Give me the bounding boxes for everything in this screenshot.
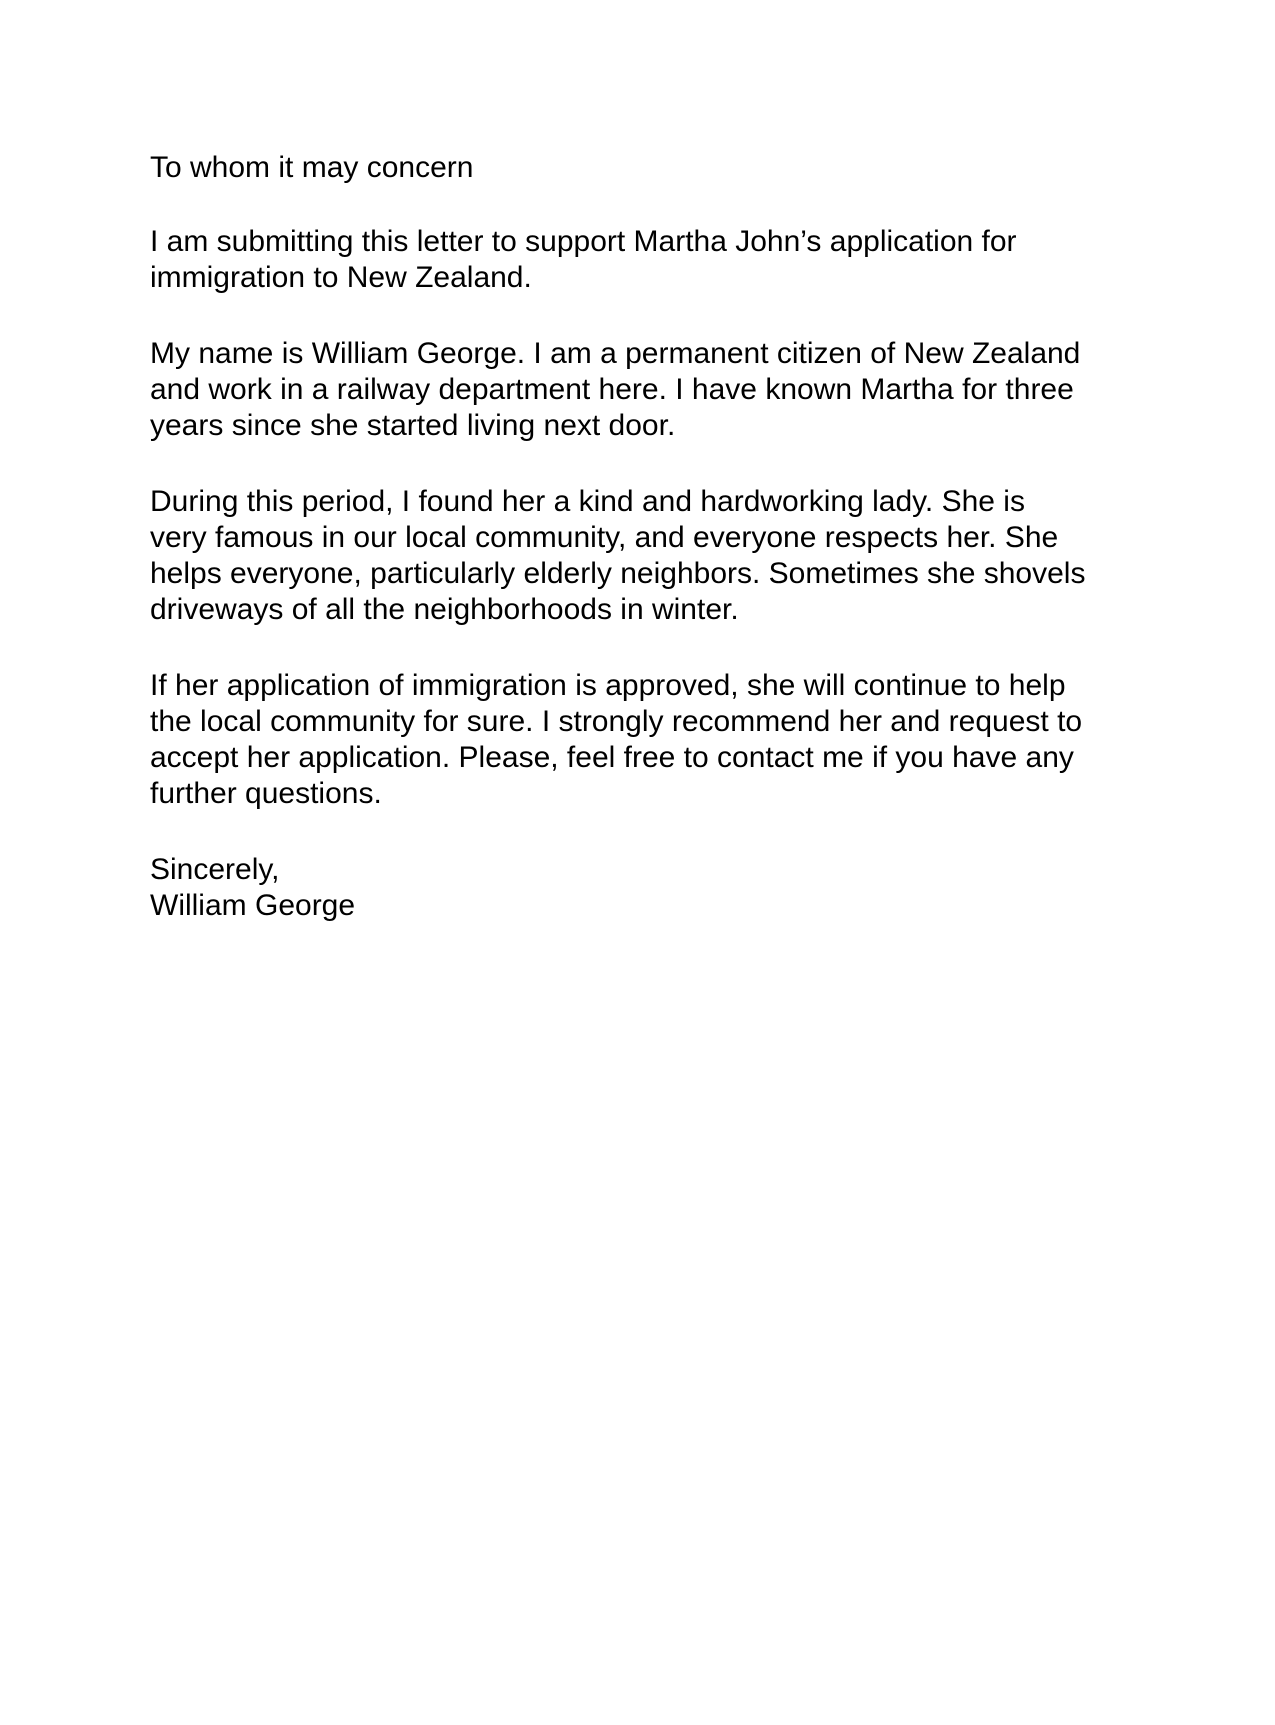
paragraph-line: driveways of all the neighborhoods in winter.: [150, 593, 739, 626]
paragraph-line: My name is William George. I am a permanent citizen of New Zealand: [150, 337, 1081, 370]
letter-greeting: To whom it may concern: [150, 151, 474, 184]
letter-signature: William George: [150, 889, 356, 922]
paragraph-character: [150, 484, 1150, 628]
paragraph-line: accept her application. Please, feel free to contact me if you have any: [150, 741, 1074, 774]
paragraph-line: and work in a railway department here. I have known Martha for three: [150, 373, 1074, 406]
paragraph-line: helps everyone, particularly elderly neighbors. Sometimes she shovels: [150, 557, 1086, 590]
paragraph-line: further questions.: [150, 777, 382, 810]
paragraph-line: very famous in our local community, and everyone respects her. She: [150, 521, 1059, 554]
closing-block: [150, 852, 1150, 924]
paragraph-identity: [150, 336, 1150, 444]
letter-closing: Sincerely,: [150, 853, 280, 886]
paragraph-line: years since she started living next door.: [150, 409, 676, 442]
letter-body: [150, 150, 1150, 924]
paragraph-line: During this period, I found her a kind and hardworking lady. She is: [150, 485, 1025, 518]
paragraph-recommendation: [150, 668, 1150, 812]
paragraph-line: I am submitting this letter to support Martha John’s application for: [150, 225, 1017, 258]
paragraph-intro: [150, 224, 1150, 296]
paragraph-line: immigration to New Zealand.: [150, 261, 532, 294]
paragraph-line: If her application of immigration is approved, she will continue to help: [150, 669, 1066, 702]
paragraph-line: the local community for sure. I strongly recommend her and request to: [150, 705, 1083, 738]
